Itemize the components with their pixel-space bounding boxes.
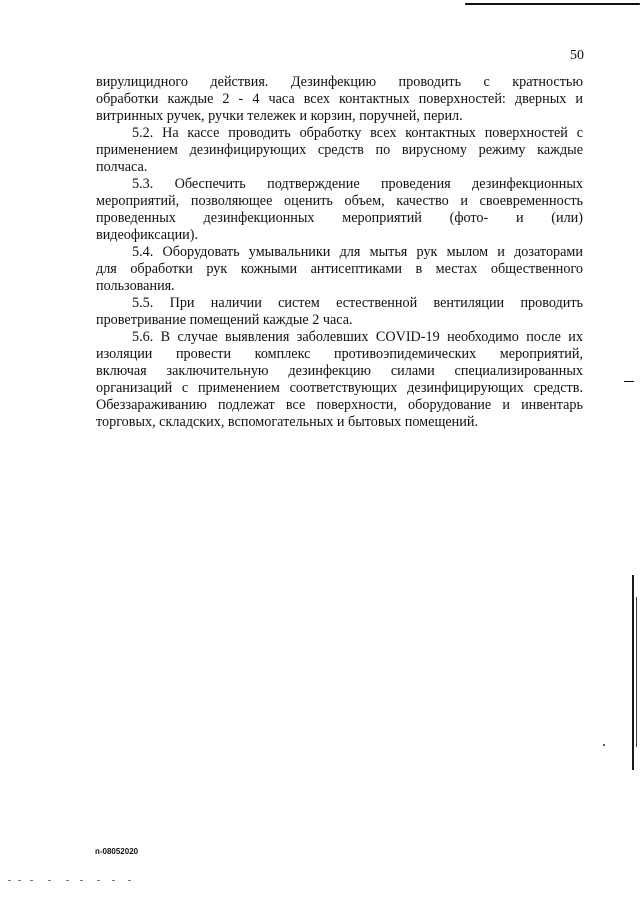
text-line: организаций с применением соответствующих дезинфицирующих средств. <box>96 380 583 396</box>
text-line: применением дезинфицирующих средств по вирусному режиму каждые <box>96 142 583 158</box>
text-line: 5.6. В случае выявления заболевших COVID-19 необходимо после их <box>132 329 583 345</box>
footer-code: п-08052020 <box>95 847 139 856</box>
paragraph-continuation <box>96 74 583 125</box>
scan-edge-line <box>636 597 637 747</box>
text-line: включая заключительную дезинфекцию силами специализированных <box>96 363 583 379</box>
page-number: 50 <box>570 48 584 63</box>
paragraph-5-5 <box>96 295 583 329</box>
paragraph-5-3 <box>96 176 583 244</box>
text-line: изоляции провести комплекс противоэпидемических мероприятий, <box>96 346 583 362</box>
text-line: мероприятий, позволяющее оценить объем, качество и своевременность <box>96 193 583 209</box>
text-line: проведенных дезинфекционных мероприятий (фото- и (или) <box>96 210 583 226</box>
text-line: торговых, складских, вспомогательных и бытовых помещений. <box>96 414 479 430</box>
scan-edge-line <box>632 575 634 770</box>
scan-speck <box>603 744 605 746</box>
text-line: полчаса. <box>96 159 148 175</box>
document-body <box>96 74 583 431</box>
text-line: 5.5. При наличии систем естественной вентиляции проводить <box>132 295 583 311</box>
text-line: видеофиксации). <box>96 227 199 243</box>
text-line: проветривание помещений каждые 2 часа. <box>96 312 353 328</box>
scan-artifact-bottom <box>0 880 150 884</box>
text-line: вирулицидного действия. Дезинфекцию проводить с кратностью <box>96 74 583 90</box>
text-line: 5.3. Обеспечить подтверждение проведения дезинфекционных <box>132 176 583 192</box>
paragraph-5-4 <box>96 244 583 295</box>
text-line: для обработки рук кожными антисептиками в местах общественного <box>96 261 583 277</box>
paragraph-5-6 <box>96 329 583 431</box>
scan-artifact-top <box>465 0 640 8</box>
text-line: Обеззараживанию подлежат все поверхности, оборудование и инвентарь <box>96 397 583 413</box>
text-line: пользования. <box>96 278 175 294</box>
text-line: витринных ручек, ручки тележек и корзин, поручней, перил. <box>96 108 463 124</box>
paragraph-5-2 <box>96 125 583 176</box>
text-line: 5.2. На кассе проводить обработку всех контактных поверхностей с <box>132 125 583 141</box>
text-line: 5.4. Оборудовать умывальники для мытья рук мылом и дозаторами <box>132 244 583 260</box>
margin-mark <box>624 381 634 382</box>
text-line: обработки каждые 2 - 4 часа всех контактных поверхностей: дверных и <box>96 91 583 107</box>
